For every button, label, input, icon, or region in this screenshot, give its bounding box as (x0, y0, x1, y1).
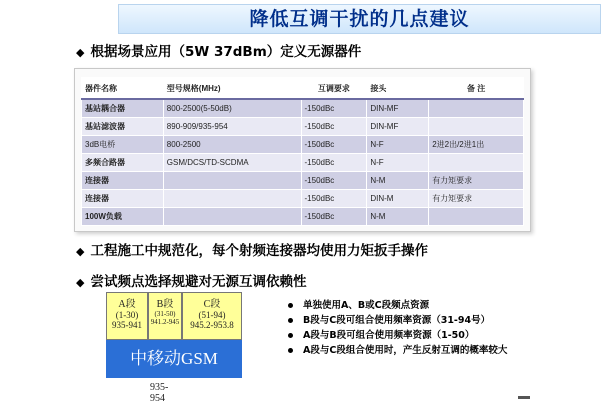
table-cell: GSM/DCS/TD-SCDMA (163, 154, 301, 172)
table-cell: 有力矩要求 (429, 190, 524, 208)
table-cell (163, 190, 301, 208)
bullet-1-text: 根据场景应用（5W 37dBm）定义无源器件 (90, 44, 362, 60)
list-item (288, 328, 507, 343)
table-cell: DIN-M (367, 190, 429, 208)
bullet-3-text: 尝试频点选择规避对无源互调依赖性 (90, 274, 307, 290)
slide-title: 降低互调干扰的几点建议 (118, 4, 601, 34)
table-row (82, 172, 524, 190)
table-cell: DIN-MF (367, 118, 429, 136)
table-cell: DIN-MF (367, 99, 429, 118)
table-cell: -150dBc (301, 172, 367, 190)
table-cell (163, 208, 301, 226)
table-header: 备 注 (429, 78, 524, 100)
table-row (82, 208, 524, 226)
band-freq: 945.2-953.8 (190, 320, 234, 330)
table-cell: N-M (367, 208, 429, 226)
table-row (82, 99, 524, 118)
notes-list (288, 298, 507, 358)
table-cell: -150dBc (301, 136, 367, 154)
table-cell: 890-909/935-954 (163, 118, 301, 136)
table-header: 互调要求 (301, 78, 367, 100)
table-cell: 有力矩要求 (429, 172, 524, 190)
note-text: B段与C段可组合使用频率资源（31-94号） (303, 315, 491, 326)
table-cell: 连接器 (82, 190, 164, 208)
bullet-2 (76, 239, 428, 259)
list-item (288, 313, 507, 328)
band-name: C段 (203, 299, 221, 310)
table-row (82, 190, 524, 208)
table-cell (163, 172, 301, 190)
table-cell: 3dB电桥 (82, 136, 164, 154)
diamond-bullet-icon: ◆ (76, 46, 85, 59)
band-name: B段 (156, 299, 174, 310)
corner-decoration (518, 396, 530, 399)
table-cell: -150dBc (301, 154, 367, 172)
band-name: A段 (118, 299, 136, 310)
band-range: (1-30) (115, 310, 139, 320)
note-text: A段与B段可组合使用频率资源（1-50） (303, 330, 475, 341)
table-cell: 2进2出/2进1出 (429, 136, 524, 154)
band-range: (31-50) (154, 310, 176, 318)
diamond-bullet-icon: ◆ (76, 245, 85, 258)
table-cell: 基站耦合器 (82, 99, 164, 118)
list-item (288, 298, 507, 313)
table-cell: N-F (367, 154, 429, 172)
bullet-1 (76, 40, 361, 60)
note-text: 单独使用A、B或C段频点资源 (303, 300, 430, 311)
gsm-freq-range: 935-954 (150, 382, 169, 404)
bullet-2-text: 工程施工中规范化，每个射频连接器均使用力矩扳手操作 (90, 243, 428, 259)
table-cell: 800-2500(5-50dB) (163, 99, 301, 118)
bullet-dot-icon (288, 348, 293, 353)
table-header: 器件名称 (82, 78, 164, 100)
table-cell: N-F (367, 136, 429, 154)
table-cell (429, 99, 524, 118)
device-table (81, 77, 524, 226)
table-cell: -150dBc (301, 208, 367, 226)
gsm-band-block: 中移动GSM (106, 340, 242, 378)
table-header-row (82, 78, 524, 100)
band-b (148, 292, 182, 340)
table-cell: 多频合路器 (82, 154, 164, 172)
diamond-bullet-icon: ◆ (76, 276, 85, 289)
table-cell: -150dBc (301, 118, 367, 136)
list-item (288, 343, 507, 358)
table-cell: N-M (367, 172, 429, 190)
device-table-frame (74, 68, 531, 232)
table-cell: 100W负载 (82, 208, 164, 226)
table-cell (429, 118, 524, 136)
table-cell: 基站滤波器 (82, 118, 164, 136)
table-cell: 800-2500 (163, 136, 301, 154)
bullet-dot-icon (288, 333, 293, 338)
bullet-3 (76, 270, 306, 290)
table-header: 型号规格(MHz) (163, 78, 301, 100)
band-c (182, 292, 242, 340)
table-cell (429, 154, 524, 172)
band-a (106, 292, 148, 340)
table-header: 接头 (367, 78, 429, 100)
bullet-dot-icon (288, 318, 293, 323)
band-freq: 935-941 (112, 320, 142, 330)
table-cell: -150dBc (301, 99, 367, 118)
bullet-dot-icon (288, 303, 293, 308)
table-row (82, 118, 524, 136)
note-text: A段与C段组合使用时，产生反射互调的概率较大 (303, 345, 508, 356)
band-freq: 941.2-945 (150, 318, 180, 326)
table-cell (429, 208, 524, 226)
table-cell: -150dBc (301, 190, 367, 208)
table-row (82, 154, 524, 172)
band-range: (51-94) (198, 310, 226, 320)
table-cell: 连接器 (82, 172, 164, 190)
table-row (82, 136, 524, 154)
